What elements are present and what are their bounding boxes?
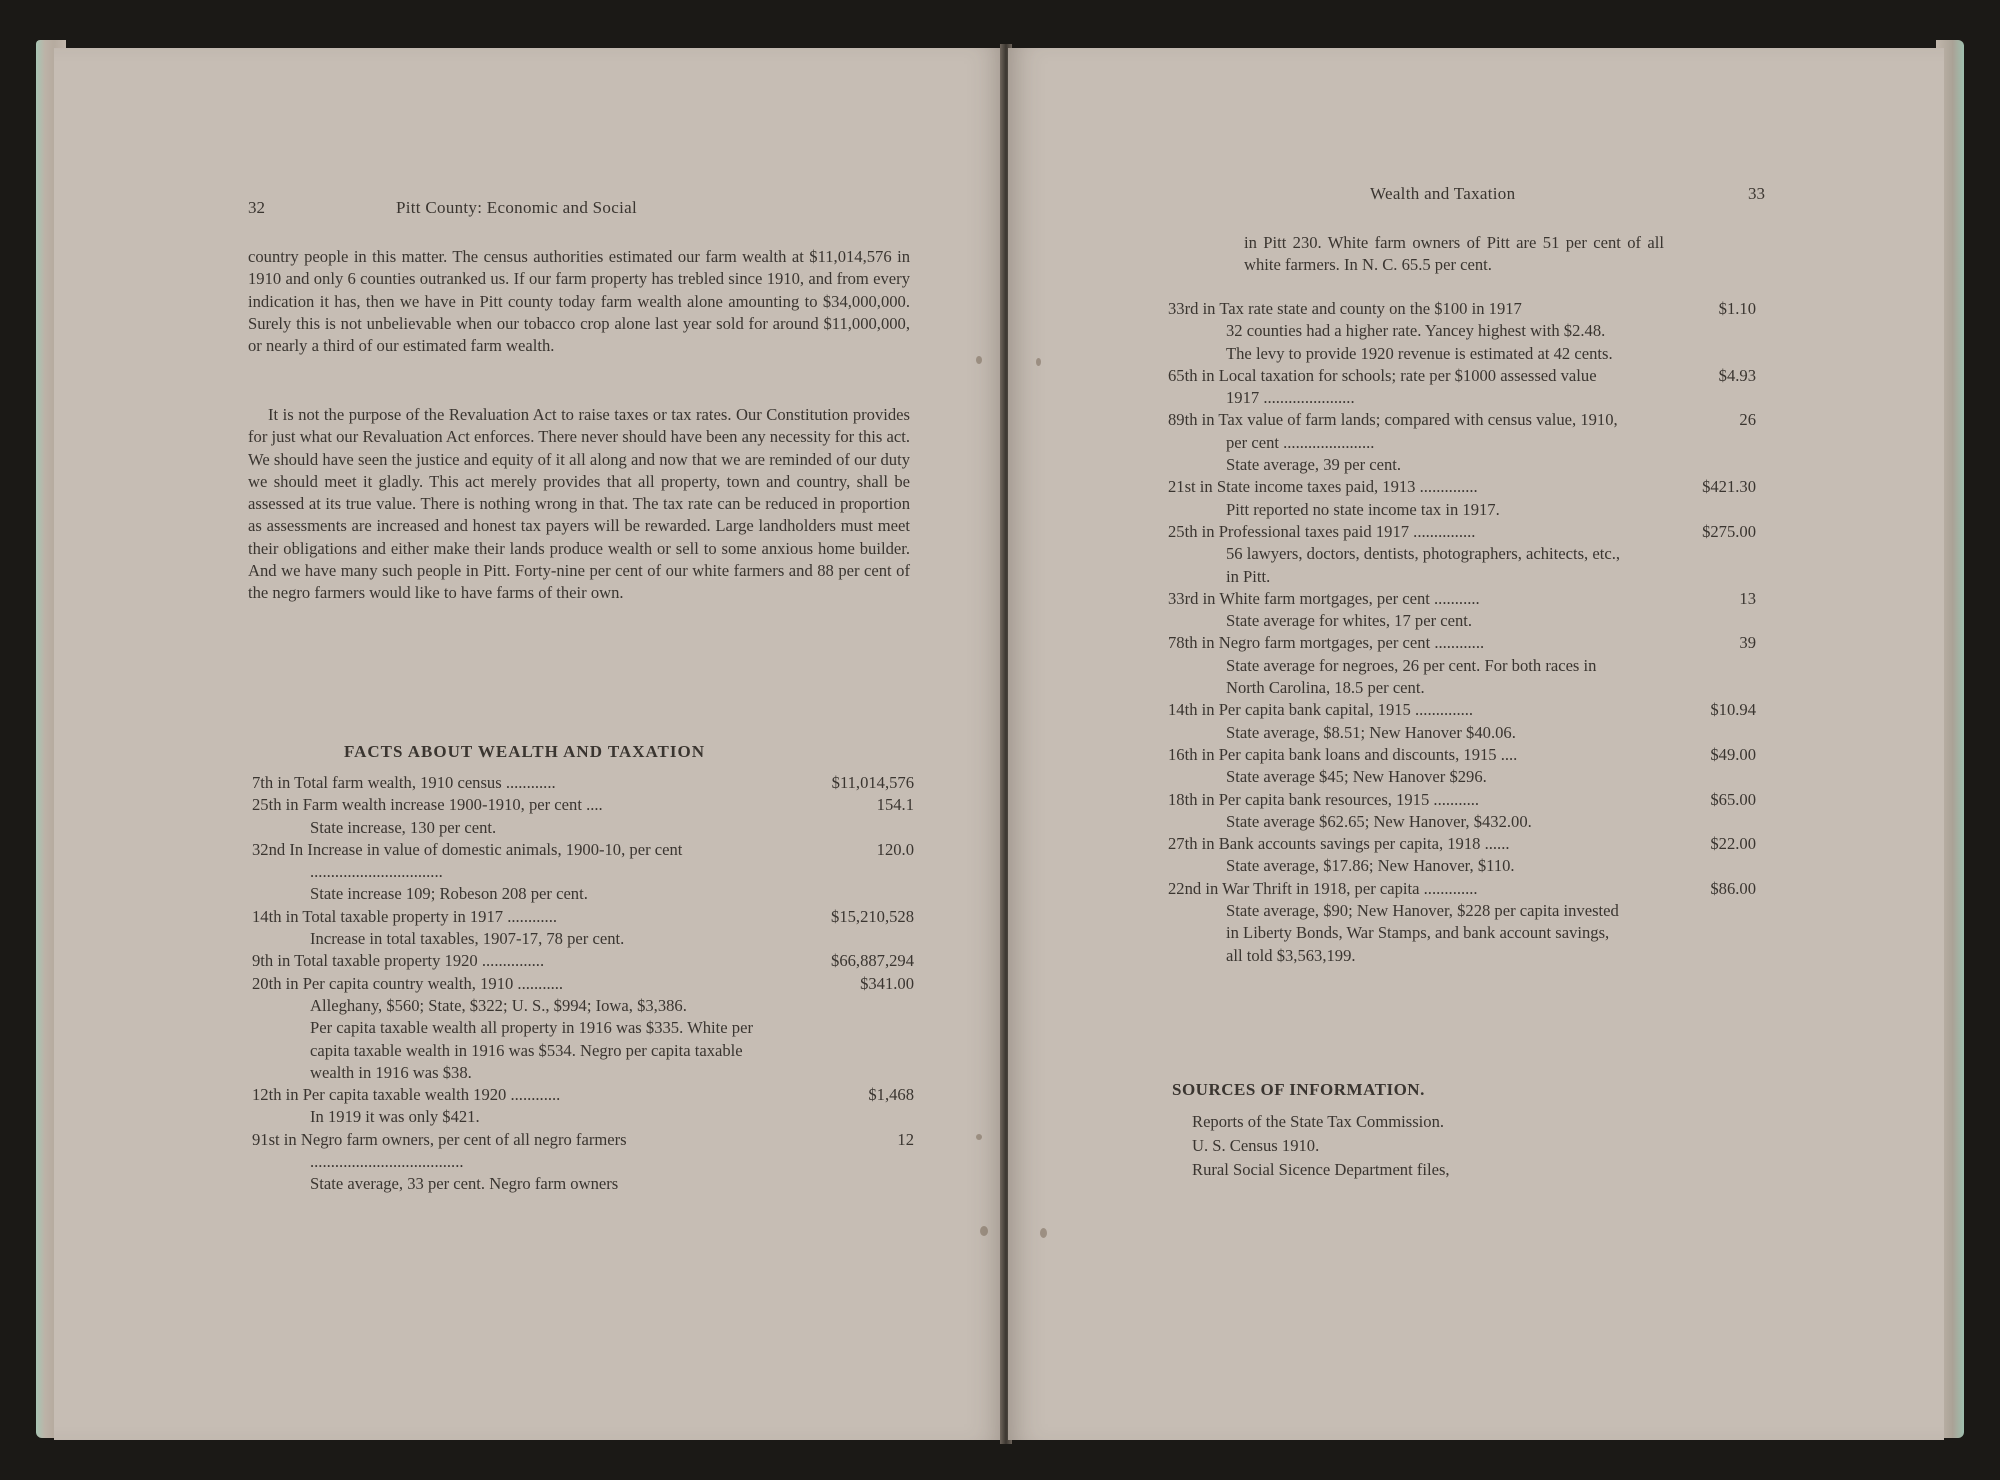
fact-description: 65th in Local taxation for schools; rate per $1000 assessed value 1917 ...................... [1168,365,1597,408]
fact-note: State average, $90; New Hanover, $228 per capita invested in Liberty Bonds, War Stamps, and bank account savings, all told $3,563,199. [1226,901,1619,965]
body-paragraph-1: country people in this matter. The census authorities estimated our farm wealth at $11,014,576 in 1910 and only 6 counties outranked us. If our farm property has trebled since 1910, and from every indication it has, then we have in Pitt county today farm wealth alone amounting to $34,000,000. Surely this is not unbelievable when our tobacco crop alone last year sold for around $11,000,000, or nearly a third of our estimated farm wealth. [248,247,910,356]
fact-description: 27th in Bank accounts savings per capita, 1918 ...... [1168,834,1510,854]
fact-value: 13 [1739,588,1756,608]
fact-row [1168,833,1756,878]
fact-description: 25th in Farm wealth increase 1900-1910, per cent .... [252,795,603,815]
fact-note: 32 counties had a higher rate. Yancey highest with $2.48. The levy to provide 1920 revenue is estimated at 42 cents. [1226,321,1613,363]
fact-row [1168,409,1756,476]
left-page [54,48,1004,1440]
facts-list-right [1168,298,1756,967]
fact-row [1168,744,1756,789]
source-item: Rural Social Sicence Department files, [1192,1160,1450,1179]
fact-value: $66,887,294 [831,951,914,971]
fact-note: State average $62.65; New Hanover, $432.00. [1226,811,1532,831]
fact-description: 16th in Per capita bank loans and discounts, 1915 .... [1168,744,1518,764]
fact-description: 12th in Per capita taxable wealth 1920 ............ [252,1085,561,1105]
fact-note: State average, 39 per cent. [1226,455,1402,475]
fact-value: 12 [897,1129,914,1149]
fact-note: State average, $8.51; New Hanover $40.06. [1226,722,1516,742]
fact-value: $10.94 [1710,700,1756,720]
fact-row [1168,789,1756,834]
fact-value: 26 [1739,410,1756,430]
fact-note: State average $45; New Hanover $296. [1226,767,1487,787]
fact-row [252,794,914,839]
fact-row [252,1129,914,1196]
fact-value: $1.10 [1718,299,1756,318]
fact-note: State average for whites, 17 per cent. [1226,611,1473,631]
fact-row [1168,878,1756,967]
fact-note: Per capita taxable wealth all property in 1916 was $335. White per capita taxable wealth in 1916 was $534. Negro per capita taxable wealth in 1916 was $38. [310,1018,753,1082]
fact-row [1168,365,1756,410]
fact-description: 20th in Per capita country wealth, 1910 ........... [252,973,564,993]
fact-value: $11,014,576 [831,773,914,792]
fact-description: 14th in Total taxable property in 1917 ............ [252,906,558,926]
source-item: Reports of the State Tax Commission. [1192,1112,1445,1131]
fact-note: State average, 33 per cent. Negro farm owners [310,1174,619,1194]
fact-row [1168,588,1756,633]
fact-row [1168,521,1756,588]
fact-value: $15,210,528 [831,906,914,926]
fact-value: $86.00 [1710,878,1756,898]
section-title: FACTS ABOUT WEALTH AND TAXATION [344,742,706,761]
paper-speck [980,1226,988,1236]
fact-value: $65.00 [1710,789,1756,809]
paper-speck [1036,358,1041,366]
body-paragraph-2: It is not the purpose of the Revaluation Act to raise taxes or tax rates. Our Constitution provides for just what our Revaluation Act enforces. There never should have been any necessity for this act. We should have seen the justice and equity of it all along and now that we are reminded of our duty we should meet it gladly. This act merely provides that all property, town and country, shall be assessed at its true value. There is nothing wrong in that. The tax rate can be reduced in proportion as assessments are increased and honest tax payers will be rewarded. Large landholders must meet their obligations and either make their lands produce wealth or sell to some anxious home builder. And we have many such people in Pitt. Forty-nine per cent of our white farmers and 88 per cent of the negro farmers would like to have farms of their own. [248,405,910,603]
fact-description: 21st in State income taxes paid, 1913 .............. [1168,477,1478,497]
fact-row [1168,632,1756,699]
fact-note: Alleghany, $560; State, $322; U. S., $994; Iowa, $3,386. [310,995,687,1015]
fact-value: 120.0 [876,839,914,859]
fact-value: $1,468 [868,1085,914,1105]
fact-description: 18th in Per capita bank resources, 1915 ........... [1168,789,1480,809]
paper-speck [976,356,982,364]
fact-note: Pitt reported no state income tax in 1917. [1226,499,1500,519]
fact-note: In 1919 it was only $421. [310,1107,480,1127]
sources-title: SOURCES OF INFORMATION. [1172,1080,1425,1099]
paper-speck [1040,1228,1047,1238]
fact-description: 14th in Per capita bank capital, 1915 .............. [1168,700,1474,720]
fact-row [252,772,914,794]
fact-description: 25th in Professional taxes paid 1917 ............... [1168,521,1476,541]
right-page [1008,48,1944,1440]
fact-row [1168,699,1756,744]
page-number: 32 [248,198,265,217]
running-head: Wealth and Taxation [1370,184,1516,203]
running-head: Pitt County: Economic and Social [396,198,637,217]
fact-note: Increase in total taxables, 1907-17, 78 per cent. [310,929,625,949]
fact-note: State average for negroes, 26 per cent. For both races in North Carolina, 18.5 per cent. [1226,655,1597,698]
fact-row [252,839,914,906]
fact-row [1168,298,1756,365]
fact-value: $341.00 [860,973,914,993]
fact-value: $275.00 [1702,521,1756,541]
fact-value: $421.30 [1702,477,1756,497]
fact-note: State average, $17.86; New Hanover, $110. [1226,856,1515,876]
fact-description: 33rd in Tax rate state and county on the $100 in 1917 [1168,299,1522,318]
fact-row [252,906,914,951]
fact-row [252,973,914,1084]
fact-value: 39 [1739,633,1756,653]
sources-list [1192,1110,1450,1182]
fact-value: $22.00 [1710,834,1756,854]
fact-value: $4.93 [1718,365,1756,385]
paper-speck [976,1134,982,1140]
source-item: U. S. Census 1910. [1192,1136,1320,1155]
fact-description: 7th in Total farm wealth, 1910 census ............ [252,773,556,792]
fact-note: 56 lawyers, doctors, dentists, photographers, achitects, etc., in Pitt. [1226,544,1620,586]
fact-description: 78th in Negro farm mortgages, per cent ............ [1168,633,1485,653]
fact-description: 22nd in War Thrift in 1918, per capita ............. [1168,878,1478,898]
fact-row [252,1084,914,1129]
fact-row [1168,476,1756,521]
fact-note: State increase 109; Robeson 208 per cent. [310,884,588,904]
continuation-note: in Pitt 230. White farm owners of Pitt are 51 per cent of all white farmers. In N. C. 65.5 per cent. [1244,233,1664,275]
fact-row [252,950,914,972]
page-number: 33 [1748,184,1765,203]
fact-description: 89th in Tax value of farm lands; compared with census value, 1910, per cent ...................... [1168,410,1618,452]
fact-description: 91st in Negro farm owners, per cent of all negro farmers ..................................... [252,1129,627,1172]
fact-description: 32nd In Increase in value of domestic animals, 1900-10, per cent ................................ [252,839,683,882]
fact-value: 154.1 [876,795,914,815]
fact-note: State increase, 130 per cent. [310,817,497,837]
fact-value: $49.00 [1710,744,1756,764]
facts-list-left [252,772,914,1196]
fact-description: 9th in Total taxable property 1920 ............... [252,951,545,971]
fact-description: 33rd in White farm mortgages, per cent ........... [1168,588,1480,608]
